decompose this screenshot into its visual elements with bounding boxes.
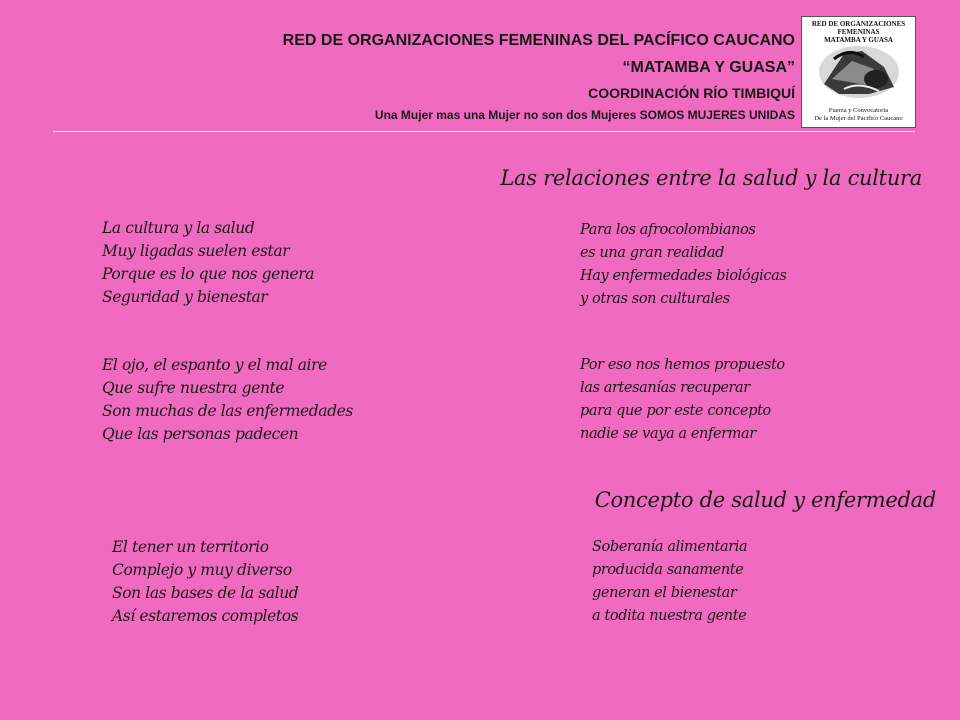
verse-line: a todita nuestra gente: [592, 608, 747, 624]
logo-title-line1: RED DE ORGANIZACIONES FEMENINAS: [811, 20, 906, 36]
org-motto: Una Mujer mas una Mujer no son dos Mujeres SOMOS MUJERES UNIDAS: [374, 108, 795, 122]
verse-line: Que sufre nuestra gente: [102, 379, 285, 397]
verse-line: Seguridad y bienestar: [102, 288, 268, 306]
organization-logo: [801, 16, 916, 128]
verse-line: nadie se vaya a enfermar: [580, 426, 756, 442]
verse-line: es una gran realidad: [580, 245, 725, 261]
verse-line: Soberanía alimentaria: [592, 539, 748, 555]
stanza-4: [580, 354, 785, 446]
verse-line: para que por este concepto: [580, 403, 771, 419]
verse-line: y otras son culturales: [580, 291, 730, 307]
section-heading-culture: Las relaciones entre la salud y la cultura: [500, 166, 922, 190]
verse-line: Que las personas padecen: [102, 425, 299, 443]
drum-hands-icon: [814, 39, 904, 101]
verse-line: Así estaremos completos: [112, 607, 299, 625]
org-name: RED DE ORGANIZACIONES FEMENINAS DEL PACÍFICO CAUCANO: [282, 32, 795, 49]
logo-tagline-line1: Fuerza y Convocatoria: [828, 107, 889, 114]
stanza-3: [102, 354, 353, 446]
verse-line: producida sanamente: [592, 562, 744, 578]
verse-line: Son las bases de la salud: [112, 584, 299, 602]
verse-line: generan el bienestar: [592, 585, 737, 601]
section-heading-health-concept: Concepto de salud y enfermedad: [594, 488, 936, 512]
logo-tagline: [802, 107, 915, 123]
verse-line: La cultura y la salud: [102, 219, 255, 237]
verse-line: El tener un territorio: [112, 538, 269, 556]
logo-title-line2: MATAMBA Y GUASA: [824, 36, 893, 44]
verse-line: Muy ligadas suelen estar: [102, 242, 290, 260]
header-divider: [53, 131, 915, 132]
verse-line: Por eso nos hemos propuesto: [580, 357, 785, 373]
logo-tagline-line2: De la Mujer del Pacifico Caucano: [814, 115, 903, 122]
org-coordination: COORDINACIÓN RÍO TIMBIQUÍ: [588, 85, 795, 101]
stanza-5: [112, 536, 298, 628]
verse-line: Hay enfermedades biológicas: [580, 268, 787, 284]
org-subtitle: “MATAMBA Y GUASA”: [622, 59, 795, 76]
stanza-2: [580, 219, 786, 311]
organization-header: [75, 30, 795, 123]
verse-line: Son muchas de las enfermedades: [102, 402, 353, 420]
stanza-1: [102, 217, 314, 309]
verse-line: las artesanías recuperar: [580, 380, 750, 396]
stanza-6: [592, 536, 747, 628]
verse-line: El ojo, el espanto y el mal aire: [102, 356, 327, 374]
verse-line: Porque es lo que nos genera: [102, 265, 315, 283]
verse-line: Complejo y muy diverso: [112, 561, 292, 579]
verse-line: Para los afrocolombianos: [580, 222, 756, 238]
